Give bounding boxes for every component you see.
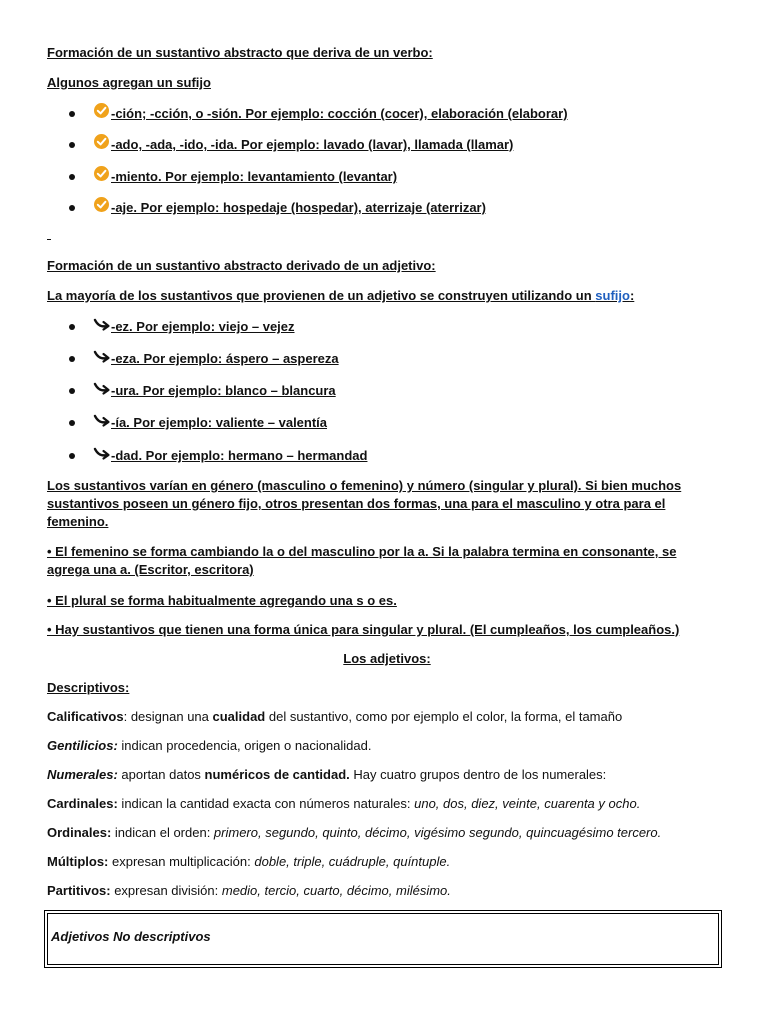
list-item-text: -miento. Por ejemplo: levantamiento (levantar) xyxy=(111,169,398,184)
list-item-text: -ez. Por ejemplo: viejo – vejez xyxy=(111,319,295,334)
curved-arrow-right-icon xyxy=(93,315,111,333)
list-item-text: -ado, -ada, -ido, -ida. Por ejemplo: lavado (lavar), llamada (llamar) xyxy=(111,137,514,152)
partitivos-text: expresan división: xyxy=(110,883,222,898)
list-item xyxy=(69,382,336,400)
cardinales-text: indican la cantidad exacta con números naturales: xyxy=(117,796,415,811)
list-item-text: -eza. Por ejemplo: áspero – aspereza xyxy=(111,351,339,366)
curved-arrow-right-icon xyxy=(93,444,111,462)
partitivos-examples: medio, tercio, cuarto, décimo, milésimo. xyxy=(221,883,451,898)
numerales-text-2: Hay cuatro grupos dentro de los numerales: xyxy=(349,767,607,782)
gentilicios-line xyxy=(47,737,371,755)
plural-rule: • El plural se forma habitualmente agregando una s o es. xyxy=(47,593,397,608)
bullet-dot xyxy=(69,420,75,426)
list-item xyxy=(69,318,295,336)
multiplos-label: Múltiplos: xyxy=(47,854,109,869)
adjetivos-heading: Los adjetivos: xyxy=(343,651,431,666)
no-descriptivos-box-inner xyxy=(47,913,719,965)
no-descriptivos-title: Adjetivos No descriptivos xyxy=(51,929,211,944)
multiplos-text: expresan multiplicación: xyxy=(108,854,255,869)
gentilicios-text: indican procedencia, origen o nacionalidad. xyxy=(117,738,372,753)
multiplos-examples: doble, triple, cuádruple, quíntuple. xyxy=(254,854,451,869)
gentilicios-label: Gentilicios: xyxy=(47,738,118,753)
multiplos-line xyxy=(47,853,450,871)
cardinales-examples: uno, dos, diez, veinte, cuarenta y ocho. xyxy=(414,796,641,811)
ordinales-text: indican el orden: xyxy=(111,825,214,840)
bullet-dot xyxy=(69,356,75,362)
intro-text: La mayoría de los sustantivos que provienen de un adjetivo se construyen utilizando un xyxy=(47,288,596,303)
invariable-rule: • Hay sustantivos que tienen una forma única para singular y plural. (El cumpleaños, los cumpleaños.) xyxy=(47,622,680,637)
list-item xyxy=(69,136,513,154)
check-circle-icon xyxy=(93,133,111,151)
divider-mark xyxy=(47,239,51,240)
bullet-dot xyxy=(69,324,75,330)
cardinales-line xyxy=(47,795,640,813)
feminine-rule: • El femenino se forma cambiando la o del masculino por la a. Si la palabra termina en consonante, se agrega una a. (Escritor, escritora) xyxy=(47,544,677,577)
list-item-text: -dad. Por ejemplo: hermano – hermandad xyxy=(111,448,368,463)
section2-title: Formación de un sustantivo abstracto derivado de un adjetivo: xyxy=(47,258,436,273)
list-item xyxy=(69,199,486,217)
gender-number-paragraph: Los sustantivos varían en género (masculino o femenino) y número (singular y plural). Si bien muchos sustantivos poseen un género fijo, otros presentan dos formas, una para el masculino y otra para el femenino. xyxy=(47,478,682,529)
list-item-text: -ía. Por ejemplo: valiente – valentía xyxy=(111,415,328,430)
cardinales-label: Cardinales: xyxy=(47,796,118,811)
partitivos-line xyxy=(47,882,451,900)
descriptivos-heading: Descriptivos: xyxy=(47,680,130,695)
curved-arrow-right-icon xyxy=(93,411,111,429)
numerales-bold: numéricos de cantidad. xyxy=(204,767,350,782)
ordinales-line xyxy=(47,824,661,842)
intro-colon: : xyxy=(629,288,635,303)
list-item-text: -ura. Por ejemplo: blanco – blancura xyxy=(111,383,336,398)
no-descriptivos-box xyxy=(44,910,722,968)
calificativos-label: Calificativos xyxy=(47,709,124,724)
check-circle-icon xyxy=(93,102,111,120)
bullet-dot xyxy=(69,142,75,148)
numerales-label: Numerales: xyxy=(47,767,118,782)
list-item-text: -ción; -cción, o -sión. Por ejemplo: cocción (cocer), elaboración (elaborar) xyxy=(111,106,568,121)
ordinales-examples: primero, segundo, quinto, décimo, vigésimo segundo, quincuagésimo tercero. xyxy=(213,825,662,840)
section1-title: Formación de un sustantivo abstracto que deriva de un verbo: xyxy=(47,45,433,60)
list-item xyxy=(69,447,367,465)
bullet-dot xyxy=(69,174,75,180)
calificativos-text: : designan una xyxy=(123,709,213,724)
curved-arrow-right-icon xyxy=(93,347,111,365)
calificativos-bold: cualidad xyxy=(212,709,266,724)
section2-intro xyxy=(47,287,634,305)
bullet-dot xyxy=(69,205,75,211)
calificativos-text-2: del sustantivo, como por ejemplo el color, la forma, el tamaño xyxy=(265,709,623,724)
bullet-dot xyxy=(69,453,75,459)
list-item xyxy=(69,168,397,186)
sufijo-link[interactable]: sufijo xyxy=(595,288,630,303)
ordinales-label: Ordinales: xyxy=(47,825,112,840)
bullet-dot xyxy=(69,388,75,394)
list-item xyxy=(69,414,327,432)
calificativos-line xyxy=(47,708,622,726)
curved-arrow-right-icon xyxy=(93,379,111,397)
list-item xyxy=(69,105,568,123)
list-item xyxy=(69,350,339,368)
bullet-dot xyxy=(69,111,75,117)
list-item-text: -aje. Por ejemplo: hospedaje (hospedar), aterrizaje (aterrizar) xyxy=(111,200,486,215)
partitivos-label: Partitivos: xyxy=(47,883,111,898)
numerales-text: aportan datos xyxy=(117,767,205,782)
numerales-line xyxy=(47,766,606,784)
check-circle-icon xyxy=(93,165,111,183)
section1-subtitle: Algunos agregan un sufijo xyxy=(47,75,211,90)
check-circle-icon xyxy=(93,196,111,214)
